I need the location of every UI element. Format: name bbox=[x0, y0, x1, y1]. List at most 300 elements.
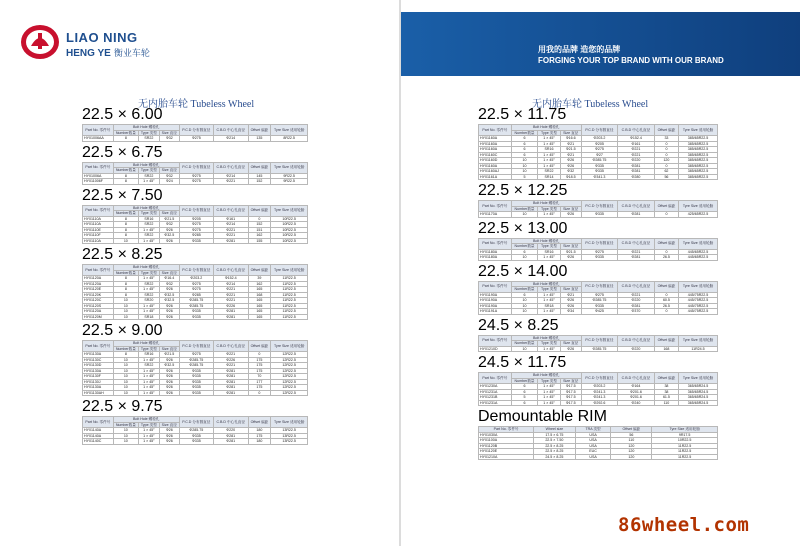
col-header-part: Part No. 零件号 bbox=[479, 125, 512, 136]
table-cell: 385/65R22.5 bbox=[679, 169, 718, 175]
spec-table bbox=[82, 264, 308, 320]
table-cell: Φ275 bbox=[179, 173, 213, 179]
table-cell: SR16 bbox=[538, 147, 560, 153]
table-cell: 56 bbox=[654, 174, 678, 180]
table-cell: HY01160A bbox=[479, 141, 512, 147]
table-cell: HY01191A bbox=[479, 309, 512, 315]
col-header-number: Number数量 bbox=[113, 168, 138, 174]
col-header-bolt: Bolt Hole 螺栓孔 bbox=[511, 238, 581, 244]
table-cell: 39 bbox=[248, 276, 271, 282]
table-cell: 8 bbox=[113, 292, 138, 298]
table-cell: 26.5 bbox=[654, 303, 678, 309]
table-cell: Φ281 bbox=[213, 374, 248, 380]
col-header-pcd: P.C.D 分布圆直径 bbox=[581, 201, 617, 212]
table-cell: SR16 bbox=[138, 352, 159, 358]
table-cell: HY011006F bbox=[83, 179, 114, 185]
col-header-part: Part No. 零件号 bbox=[479, 281, 512, 292]
col-header-offset: Offset 偏距 bbox=[654, 373, 678, 384]
table-cell: Φ32.5 bbox=[159, 233, 179, 239]
table-cell: 120 bbox=[611, 454, 652, 460]
table-cell: Φ205 bbox=[581, 141, 617, 147]
table-cell: 56 bbox=[611, 432, 652, 438]
table-cell: Φ26 bbox=[560, 255, 581, 261]
table-cell: 6 bbox=[511, 136, 538, 142]
table-cell: HY01006A bbox=[83, 173, 114, 179]
table-cell: Φ240 bbox=[618, 400, 655, 406]
table-cell: Φ281 bbox=[213, 368, 248, 374]
table-cell: 10 bbox=[511, 212, 538, 218]
table-cell: 10 bbox=[113, 368, 138, 374]
table-cell: Φ285.75 bbox=[581, 346, 617, 352]
demountable-header: Offset 偏距 bbox=[611, 427, 652, 433]
table-cell: Φ21.5 bbox=[560, 147, 581, 153]
table-row bbox=[83, 390, 308, 396]
table-cell: Φ21.5 bbox=[159, 216, 179, 222]
table-cell: Φ425 bbox=[581, 309, 617, 315]
table-cell: Φ26 bbox=[159, 428, 179, 434]
col-header-part: Part No. 零件号 bbox=[83, 417, 114, 428]
col-header-size: Size 直径 bbox=[560, 287, 581, 293]
table-cell: 155 bbox=[248, 238, 271, 244]
table-cell: 385/65R22.5 bbox=[679, 147, 718, 153]
demountable-header: Tyre Size 适用轮胎 bbox=[652, 427, 718, 433]
table-cell: 12R22.5 bbox=[271, 352, 308, 358]
table-cell: 6 bbox=[511, 147, 538, 153]
col-header-number: Number数量 bbox=[113, 346, 138, 352]
table-cell: 8 bbox=[113, 281, 138, 287]
col-header-cbd: C.B.D 中心孔直径 bbox=[213, 341, 248, 352]
table-cell: Φ34 bbox=[560, 309, 581, 315]
table-cell: 6 bbox=[511, 400, 538, 406]
col-header-part: Part No. 零件号 bbox=[479, 201, 512, 212]
table-cell: 0 bbox=[654, 309, 678, 315]
col-header-offset: Offset 偏距 bbox=[654, 201, 678, 212]
col-header-type: Type 类型 bbox=[538, 287, 560, 293]
table-cell: Φ285.75 bbox=[179, 298, 213, 304]
table-cell: HY01130F bbox=[83, 374, 114, 380]
col-header-tyre: Tyre Size 适用轮胎 bbox=[679, 201, 718, 212]
page-gutter bbox=[399, 0, 401, 546]
col-header-offset: Offset 偏距 bbox=[248, 265, 271, 276]
col-header-number: Number数量 bbox=[113, 130, 138, 136]
col-header-size: Size 直径 bbox=[159, 270, 179, 276]
col-header-tyre: Tyre Size 适用轮胎 bbox=[679, 373, 718, 384]
table-cell: 13R22.5 bbox=[271, 439, 308, 445]
table-cell: HY01140A bbox=[83, 433, 114, 439]
table-cell: 1 × 45° bbox=[138, 428, 159, 434]
table-cell: USA bbox=[575, 443, 611, 449]
table-cell: 9R17.5 bbox=[652, 432, 718, 438]
col-header-type: Type 类型 bbox=[138, 270, 159, 276]
table-cell: HY01160C bbox=[479, 152, 512, 158]
table-cell: 175 bbox=[248, 368, 271, 374]
col-header-number: Number数量 bbox=[113, 270, 138, 276]
table-cell: Φ32 bbox=[159, 281, 179, 287]
table-cell: 162 bbox=[248, 281, 271, 287]
table-cell: HY01231A bbox=[479, 389, 512, 395]
col-header-offset: Offset 偏距 bbox=[654, 281, 678, 292]
table-cell: SR22 bbox=[138, 363, 159, 369]
table-cell: 11R22.5 bbox=[652, 449, 718, 455]
table-cell: USA bbox=[575, 438, 611, 444]
table-cell: SR22 bbox=[138, 136, 159, 142]
table-cell: Φ335 bbox=[179, 439, 213, 445]
slogan-en: FORGING YOUR TOP BRAND WITH OUR BRAND bbox=[538, 56, 724, 65]
table-cell: HY01110E bbox=[83, 227, 114, 233]
table-cell: 175 bbox=[248, 363, 271, 369]
table-cell: HY01170A bbox=[479, 212, 512, 218]
table-cell: 175 bbox=[248, 357, 271, 363]
table-cell: 120 bbox=[611, 449, 652, 455]
table-cell: USA bbox=[575, 432, 611, 438]
table-cell: Φ335 bbox=[179, 433, 213, 439]
spec-table bbox=[478, 281, 718, 315]
table-cell: 1 × 45° bbox=[138, 309, 159, 315]
table-cell: 11R24.5 bbox=[679, 346, 718, 352]
table-cell: Φ275 bbox=[581, 147, 617, 153]
col-header-type: Type 类型 bbox=[138, 422, 159, 428]
table-cell: HY01130J bbox=[83, 379, 114, 385]
table-cell: Φ214 bbox=[213, 222, 248, 228]
table-cell: 38 bbox=[654, 389, 678, 395]
table-cell: HY01120A bbox=[83, 276, 114, 282]
table-cell: Φ335 bbox=[581, 255, 617, 261]
col-header-bolt: Bolt Hole 螺栓孔 bbox=[113, 417, 179, 423]
table-cell: 152 bbox=[248, 179, 271, 185]
table-cell: 175 bbox=[248, 433, 271, 439]
right-spec-column bbox=[478, 106, 718, 462]
table-cell: SR20 bbox=[138, 298, 159, 304]
table-cell: 10 bbox=[113, 309, 138, 315]
col-header-size: Size 直径 bbox=[159, 211, 179, 217]
table-cell: 11R22.5 bbox=[271, 292, 308, 298]
demountable-table bbox=[478, 426, 718, 460]
size-section-label: 22.5 × 14.00 bbox=[478, 262, 568, 280]
spec-table bbox=[478, 335, 718, 353]
table-cell: 8 bbox=[113, 233, 138, 239]
table-cell: Φ281 bbox=[618, 255, 655, 261]
table-cell: 9R22.5 bbox=[271, 179, 308, 185]
table-cell: Φ205 bbox=[179, 216, 213, 222]
table-cell: Φ281 bbox=[213, 433, 248, 439]
size-section-label: 22.5 × 7.50 bbox=[82, 186, 163, 204]
col-header-size: Size 直径 bbox=[560, 206, 581, 212]
table-cell: 1 × 45° bbox=[138, 238, 159, 244]
table-cell: 145 bbox=[248, 173, 271, 179]
col-header-size: Size 直径 bbox=[560, 341, 581, 347]
table-cell: SR22 bbox=[138, 222, 159, 228]
table-cell: Φ18.5 bbox=[560, 174, 581, 180]
size-section-label: 22.5 × 13.00 bbox=[478, 219, 568, 237]
table-cell: 385/65R22.5 bbox=[679, 152, 718, 158]
table-cell: Φ21.5 bbox=[159, 352, 179, 358]
table-cell: Φ26 bbox=[159, 433, 179, 439]
col-header-pcd: P.C.D 分布圆直径 bbox=[179, 162, 213, 173]
table-cell: HY01130A bbox=[83, 368, 114, 374]
table-cell: 0 bbox=[654, 147, 678, 153]
col-header-pcd: P.C.D 分布圆直径 bbox=[581, 373, 617, 384]
table-cell: 11R22.5 bbox=[271, 298, 308, 304]
table-cell: 1 × 45° bbox=[538, 292, 560, 298]
table-cell: Φ281 bbox=[213, 238, 248, 244]
table-cell: 10 bbox=[511, 298, 538, 304]
table-cell: Φ16.6 bbox=[560, 136, 581, 142]
table-cell: Φ341.3 bbox=[581, 174, 617, 180]
table-cell: Φ285.75 bbox=[179, 428, 213, 434]
spec-table bbox=[82, 124, 308, 142]
table-cell: 8 bbox=[113, 179, 138, 185]
table-row bbox=[83, 314, 308, 320]
table-cell: Φ161 bbox=[213, 216, 248, 222]
table-cell: 180 bbox=[248, 439, 271, 445]
table-cell: 1 × 45° bbox=[538, 346, 560, 352]
table-cell: Φ221 bbox=[618, 292, 655, 298]
table-cell: 62 bbox=[654, 169, 678, 175]
table-cell: 10 bbox=[511, 346, 538, 352]
table-cell: 10 bbox=[113, 357, 138, 363]
table-cell: HY01230A bbox=[479, 384, 512, 390]
demountable-header: Wheel size bbox=[534, 427, 576, 433]
col-header-offset: Offset 偏距 bbox=[248, 162, 271, 173]
table-cell: 0 bbox=[248, 216, 271, 222]
table-cell: 168 bbox=[248, 292, 271, 298]
col-header-type: Type 类型 bbox=[138, 130, 159, 136]
table-cell: Φ32 bbox=[159, 136, 179, 142]
col-header-type: Type 类型 bbox=[138, 211, 159, 217]
table-cell: SR16 bbox=[538, 249, 560, 255]
table-cell: Φ281 bbox=[213, 390, 248, 396]
table-cell: 8 bbox=[113, 173, 138, 179]
table-cell: 1 × 45° bbox=[138, 368, 159, 374]
table-cell: Φ275 bbox=[179, 179, 213, 185]
col-header-pcd: P.C.D 分布圆直径 bbox=[179, 205, 213, 216]
table-cell: HY01120S bbox=[83, 303, 114, 309]
table-cell: 8 bbox=[113, 276, 138, 282]
col-header-part: Part No. 零件号 bbox=[479, 238, 512, 249]
brand-name-line2: HENG YE 衡业车轮 bbox=[66, 48, 150, 59]
table-cell: HY01120A bbox=[83, 309, 114, 315]
table-cell: 10 bbox=[113, 238, 138, 244]
table-cell: 1 × 45° bbox=[138, 379, 159, 385]
col-header-tyre: Tyre Size 适用轮胎 bbox=[679, 281, 718, 292]
table-row bbox=[479, 255, 718, 261]
col-header-bolt: Bolt Hole 螺栓孔 bbox=[113, 265, 179, 271]
table-cell: Φ241.3 bbox=[581, 389, 617, 395]
table-cell: Φ26 bbox=[560, 212, 581, 218]
table-cell: HY01160A bbox=[479, 147, 512, 153]
table-cell: 60.5 bbox=[654, 298, 678, 304]
table-cell: 385/65R22.5 bbox=[679, 141, 718, 147]
spec-table bbox=[478, 372, 718, 406]
col-header-pcd: P.C.D 分布圆直径 bbox=[179, 417, 213, 428]
table-cell: 8 bbox=[113, 136, 138, 142]
table-cell: Φ281 bbox=[213, 314, 248, 320]
spec-table bbox=[478, 124, 718, 180]
col-header-size: Size 直径 bbox=[159, 168, 179, 174]
table-row bbox=[83, 238, 308, 244]
table-cell: 1 × 45° bbox=[538, 309, 560, 315]
table-cell: Φ281 bbox=[213, 379, 248, 385]
table-cell: Φ203.2 bbox=[179, 276, 213, 282]
table-cell: 11R22.5 bbox=[652, 454, 718, 460]
table-cell: 180 bbox=[248, 428, 271, 434]
table-cell: 11R22.5 bbox=[271, 276, 308, 282]
table-cell: 10 bbox=[511, 169, 538, 175]
table-cell: 177 bbox=[248, 379, 271, 385]
table-cell: 0 bbox=[654, 212, 678, 218]
table-cell: 110 bbox=[611, 438, 652, 444]
table-cell: Φ32.5 bbox=[159, 298, 179, 304]
table-cell: Φ275 bbox=[581, 292, 617, 298]
table-cell: 385/65R22.5 bbox=[679, 158, 718, 164]
table-cell: 425/65R22.5 bbox=[679, 212, 718, 218]
hengye-logo-icon bbox=[18, 22, 62, 62]
spec-table bbox=[82, 205, 308, 245]
table-cell: HY01120K bbox=[83, 292, 114, 298]
col-header-cbd: C.B.D 中心孔直径 bbox=[618, 125, 655, 136]
col-header-part: Part No. 零件号 bbox=[83, 265, 114, 276]
col-header-part: Part No. 零件号 bbox=[479, 373, 512, 384]
table-cell: Φ220 bbox=[618, 346, 655, 352]
table-cell: 10R22.5 bbox=[271, 216, 308, 222]
table-cell: Φ275 bbox=[179, 287, 213, 293]
col-header-size: Size 直径 bbox=[560, 244, 581, 250]
table-cell: Φ221 bbox=[618, 147, 655, 153]
table-cell: 1 × 45° bbox=[538, 158, 560, 164]
col-header-part: Part No. 零件号 bbox=[479, 335, 512, 346]
table-cell: 120 bbox=[654, 158, 678, 164]
col-header-pcd: P.C.D 分布圆直径 bbox=[581, 281, 617, 292]
demountable-header: TRA 类型 bbox=[575, 427, 611, 433]
demountable-header: Part No. 零件号 bbox=[479, 427, 534, 433]
table-cell: 17.5 × 6.75 bbox=[534, 432, 576, 438]
col-header-tyre: Tyre Size 适用轮胎 bbox=[271, 205, 308, 216]
table-cell: Φ220 bbox=[618, 298, 655, 304]
col-header-tyre: Tyre Size 适用轮胎 bbox=[271, 417, 308, 428]
page-title-right: 无内胎车轮 Tubeless Wheel bbox=[532, 99, 649, 110]
table-cell: Φ281 bbox=[618, 303, 655, 309]
table-cell: Φ152.4 bbox=[213, 276, 248, 282]
col-header-cbd: C.B.D 中心孔直径 bbox=[213, 205, 248, 216]
table-cell: Φ241.3 bbox=[581, 395, 617, 401]
table-cell: Φ26 bbox=[560, 303, 581, 309]
col-header-number: Number数量 bbox=[511, 378, 538, 384]
table-cell: Φ26 bbox=[159, 227, 179, 233]
table-cell: Φ152.4 bbox=[618, 136, 655, 142]
table-cell: 12R22.5 bbox=[271, 379, 308, 385]
col-header-type: Type 类型 bbox=[138, 168, 159, 174]
table-cell: Φ26 bbox=[560, 346, 581, 352]
table-cell: 1 × 45° bbox=[138, 303, 159, 309]
col-header-bolt: Bolt Hole 螺栓孔 bbox=[113, 162, 179, 168]
table-cell: HY01160A bbox=[479, 136, 512, 142]
table-cell: HY01160D bbox=[479, 158, 512, 164]
table-cell: HY01120C bbox=[83, 298, 114, 304]
col-header-tyre: Tyre Size 适用轮胎 bbox=[271, 341, 308, 352]
slogan-cn: 用我的品牌 造您的品牌 bbox=[538, 45, 621, 54]
table-cell: 0 bbox=[654, 152, 678, 158]
table-cell: 135 bbox=[248, 136, 271, 142]
table-cell: 9R22.5 bbox=[271, 173, 308, 179]
table-cell: 365/65R24.5 bbox=[679, 400, 718, 406]
table-cell: 8R22.5 bbox=[271, 136, 308, 142]
table-cell: SR14 bbox=[538, 174, 560, 180]
col-header-size: Size 直径 bbox=[159, 130, 179, 136]
table-cell: 1 × 45° bbox=[138, 276, 159, 282]
table-cell: HY01120A bbox=[83, 281, 114, 287]
table-cell: 10 bbox=[511, 158, 538, 164]
table-cell: 6 bbox=[511, 384, 538, 390]
table-cell: 1 × 45° bbox=[138, 357, 159, 363]
table-cell: 1 × 45° bbox=[138, 227, 159, 233]
table-cell: 365/65R24.5 bbox=[679, 389, 718, 395]
table-cell: 11R22.5 bbox=[271, 303, 308, 309]
table-cell: 22.5 × 7.50 bbox=[534, 438, 576, 444]
table-cell: Φ221 bbox=[213, 179, 248, 185]
col-header-offset: Offset 偏距 bbox=[248, 341, 271, 352]
table-row bbox=[479, 400, 718, 406]
table-cell: 8 bbox=[113, 352, 138, 358]
table-cell: 1 × 45° bbox=[538, 141, 560, 147]
table-cell: Φ32.5 bbox=[159, 363, 179, 369]
table-cell: HY01130A bbox=[83, 385, 114, 391]
table-cell: Φ32 bbox=[560, 169, 581, 175]
table-cell: Φ26 bbox=[560, 298, 581, 304]
table-cell: 10 bbox=[113, 314, 138, 320]
table-cell: 1 × 45° bbox=[538, 389, 560, 395]
col-header-type: Type 类型 bbox=[538, 341, 560, 347]
size-section-label: 22.5 × 6.75 bbox=[82, 143, 163, 161]
table-cell: 445/75R22.5 bbox=[679, 309, 718, 315]
table-cell: Φ17.5 bbox=[560, 395, 581, 401]
col-header-offset: Offset 偏距 bbox=[654, 335, 678, 346]
table-cell: 6 bbox=[511, 141, 538, 147]
table-cell: Φ285.75 bbox=[179, 303, 213, 309]
table-cell: 12R22.5 bbox=[271, 363, 308, 369]
table-cell: 0 bbox=[654, 292, 678, 298]
table-cell: Φ221 bbox=[213, 363, 248, 369]
table-cell: Φ221 bbox=[213, 352, 248, 358]
table-cell: Φ285 bbox=[179, 233, 213, 239]
table-cell: HY01231A bbox=[479, 400, 512, 406]
table-cell: HY01190A bbox=[479, 298, 512, 304]
table-cell: 445/65R22.5 bbox=[679, 249, 718, 255]
table-cell: 165 bbox=[248, 287, 271, 293]
table-cell: 10 bbox=[113, 390, 138, 396]
col-header-offset: Offset 偏距 bbox=[248, 205, 271, 216]
table-cell: Φ21 bbox=[560, 292, 581, 298]
table-cell: Φ285.75 bbox=[581, 158, 617, 164]
table-cell: Φ335 bbox=[179, 309, 213, 315]
table-cell: Φ281 bbox=[618, 212, 655, 218]
col-header-type: Type 类型 bbox=[538, 206, 560, 212]
table-row bbox=[479, 454, 718, 460]
table-cell: SR22 bbox=[138, 173, 159, 179]
table-cell: 33 bbox=[654, 136, 678, 142]
table-row bbox=[479, 346, 718, 352]
table-cell: Φ285.75 bbox=[179, 363, 213, 369]
table-cell: SR18 bbox=[138, 314, 159, 320]
col-header-cbd: C.B.D 中心孔直径 bbox=[213, 125, 248, 136]
table-cell: 6 bbox=[511, 292, 538, 298]
col-header-number: Number数量 bbox=[511, 206, 538, 212]
col-header-pcd: P.C.D 分布圆直径 bbox=[179, 125, 213, 136]
table-cell: Φ220 bbox=[618, 158, 655, 164]
table-cell: 11R22.5 bbox=[652, 443, 718, 449]
table-cell: Φ221 bbox=[213, 233, 248, 239]
table-cell: HY01110A bbox=[83, 238, 114, 244]
table-cell: Φ285 bbox=[179, 292, 213, 298]
